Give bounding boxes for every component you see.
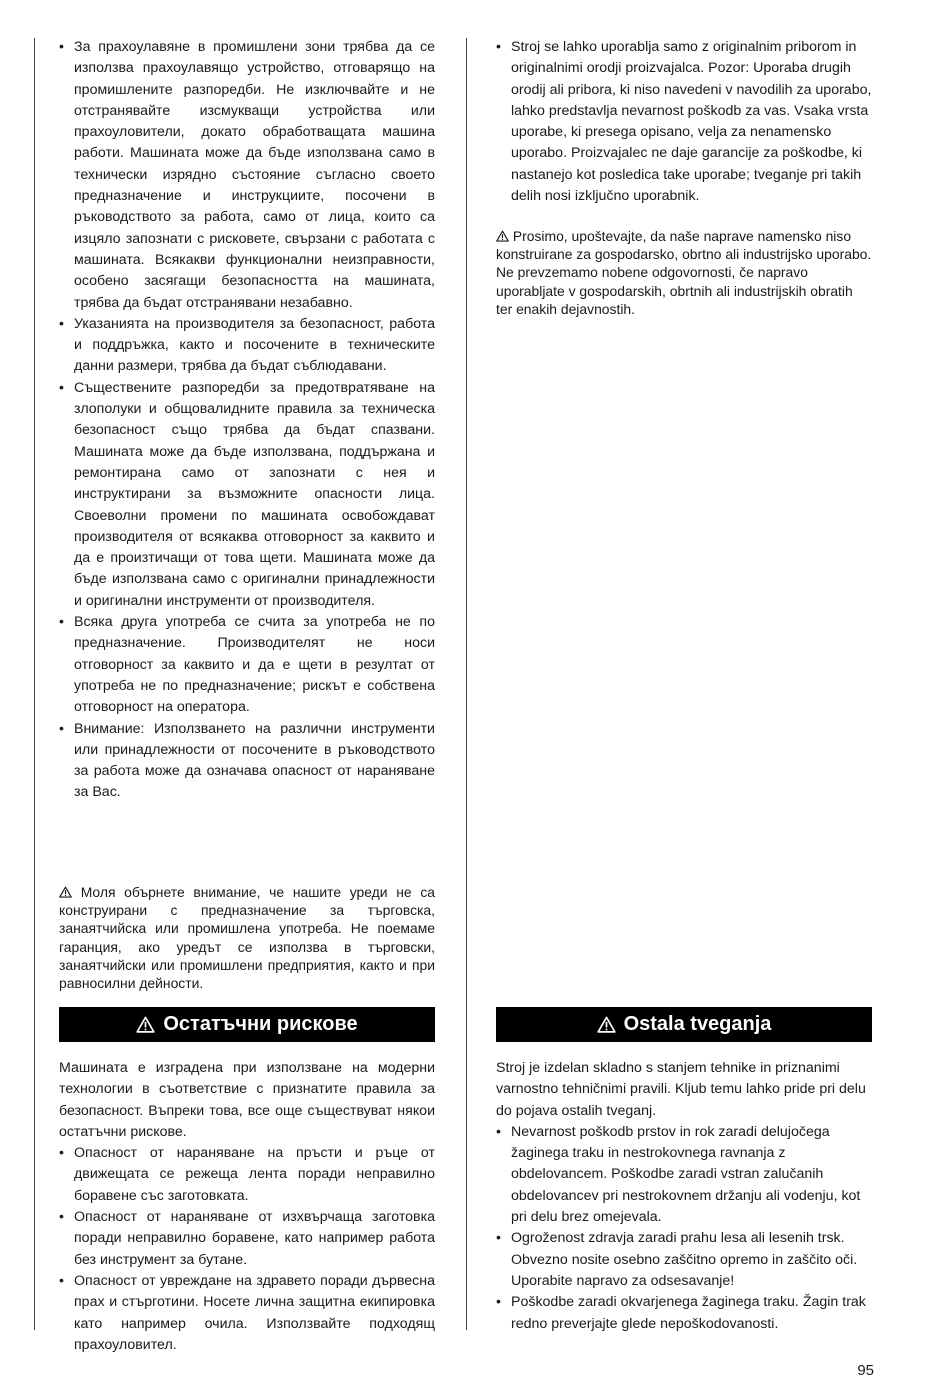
page-number: 95 xyxy=(857,1362,874,1379)
right-column-top xyxy=(496,37,872,207)
list-item: • Указанията на производителя за безопасност, работа и поддръжка, както и посочените в техническите данни размери, трябва да бъдат съблюдавани. xyxy=(59,314,435,378)
list-item: • Съществените разпоредби за предотвратяване на злополуки и общовалидните правила за техническа безопасност също трябва да бъдат спазвани. Машината може да бъде използвана, поддържана и ремонтирана само от запознати с нея и инструктирани за възможните опасности лица. Своеволни промени по машината освобождават производителя от всякаква отговорност за каквито и да е произтичащи от това щети. Машината може да бъде използвана само с оригинални принадлежности и оригинални инструменти от производителя. xyxy=(59,378,435,612)
list-item: • Опасност от нараняване от изхвърчаща заготовка поради неправилно боравене, като например работа без инструмент за бутане. xyxy=(59,1207,435,1271)
list-item: • Poškodbe zaradi okvarjenega žaginega traku. Žagin trak redno preverjajte glede nepoškodovanosti. xyxy=(496,1292,872,1335)
left-risks-list xyxy=(59,1143,435,1356)
list-item: • Nevarnost poškodb prstov in rok zaradi delujočega žaginega traku in nestrokovnega ravnanja z obdelovancem. Poškodbe zaradi vstran zalučanih obdelovancev pri nestrokovnem držanju ali vodenju, kot pri delu brez omejevala. xyxy=(496,1122,872,1228)
list-item: • Опасност от нараняване на пръсти и ръце от движещата се режеща лента поради неправилно боравене със заготовката. xyxy=(59,1143,435,1207)
left-residual-risks xyxy=(59,1058,435,1356)
list-item: • Ogroženost zdravja zaradi prahu lesa ali lesenih trsk. Obvezno nosite osebno zaščitno opremo in zaščito oči. Uporabite napravo za odsesavanje! xyxy=(496,1228,872,1292)
left-warning-note xyxy=(59,883,435,992)
list-item: • Всяка друга употреба се счита за употреба не по предназначение. Производителят не носи отговорност за каквито и да е щети в резултат от употреба не по предназначение; рискът е собствена отговорност на оператора. xyxy=(59,612,435,718)
list-item: • Внимание: Използването на различни инструменти или принадлежности от посочените в ръководството за работа може да означава опасност от нараняване за Вас. xyxy=(59,719,435,804)
right-residual-risks xyxy=(496,1058,872,1335)
column-divider-rule xyxy=(466,38,467,1330)
right-section-heading xyxy=(496,1007,872,1042)
right-risks-intro: Stroj je izdelan skladno s stanjem tehnike in priznanimi varnostno tehničnimi pravili. Kljub temu lahko pride pri delu do pojava ostalih tveganj. xyxy=(496,1060,866,1119)
warning-triangle-icon xyxy=(496,230,509,242)
left-margin-rule xyxy=(34,38,35,1330)
list-item: • За прахоулавяне в промишлени зони трябва да се използва прахоулавящо устройство, отговарящо на промишлените разпоредби. Не изключвайте и не отстранявайте изсмукващи устройства или прахоуловители, докато обработващата машина работи. Машината може да бъде използвана само в технически изрядно състояние съгласно своето предназначение и инструкциите, посочени в ръководството за работа, само от лица, които са изцяло запознати с рисковете, свързани с работата с машината. Всякакви функционални неизправности, особено засягащи безопасността на машината, трябва да бъдат отстранявани незабавно. xyxy=(59,37,435,314)
warning-triangle-icon xyxy=(59,886,72,898)
left-section-heading xyxy=(59,1007,435,1042)
right-risks-list xyxy=(496,1122,872,1335)
right-warning-note xyxy=(496,227,872,318)
list-item: • Опасност от увреждане на здравето поради дървесна прах и стърготини. Носете лична защитна екипировка като например очила. Използвайте подходящ прахоуловител. xyxy=(59,1271,435,1356)
left-heading-text: Остатъчни рискове xyxy=(163,1013,358,1035)
left-risks-intro: Машината е изградена при използване на модерни технологии в съответствие с признатите правила за безопасност. Въпреки това, все още съществуват някои остатъчни рискове. xyxy=(59,1060,435,1140)
right-safety-list xyxy=(496,37,872,207)
warning-triangle-icon xyxy=(597,1016,616,1033)
warning-triangle-icon xyxy=(136,1016,155,1033)
left-column-top xyxy=(59,37,435,804)
right-warning-text: Prosimo, upoštevajte, da naše naprave namensko niso konstruirane za gospodarsko, obrtno ali industrijsko uporabo. Ne prevzemamo nobene odgovornosti, če napravo uporabljate v gospodarskih, obrtnih ali industrijskih obratih ter enakih dejavnostih. xyxy=(496,228,872,317)
right-heading-text: Ostala tveganja xyxy=(623,1013,772,1035)
left-safety-list xyxy=(59,37,435,804)
list-item: • Stroj se lahko uporablja samo z originalnim priborom in originalnimi orodji proizvajalca. Pozor: Uporaba drugih orodij ali pribora, ki niso navedeni v navodilih za uporabo, lahko predstavlja nevarnost poškodb za vas. Vsaka vrsta uporabe, ki presega opisano, velja za nenamensko uporabo. Proizvajalec ne daje garancije za poškodbe, ki nastanejo kot posledica take uporabe; tveganje pri takih delih nosi izključno uporabnik. xyxy=(496,37,872,207)
left-warning-text: Моля обърнете внимание, че нашите уреди не са конструирани с предназначение за търговска, занаятчийска или промишлена употреба. Не поемаме гаранция, ако уредът се използва в търговски, занаятчийски или промишлени предприятия, както и при равносилни дейности. xyxy=(59,884,435,992)
